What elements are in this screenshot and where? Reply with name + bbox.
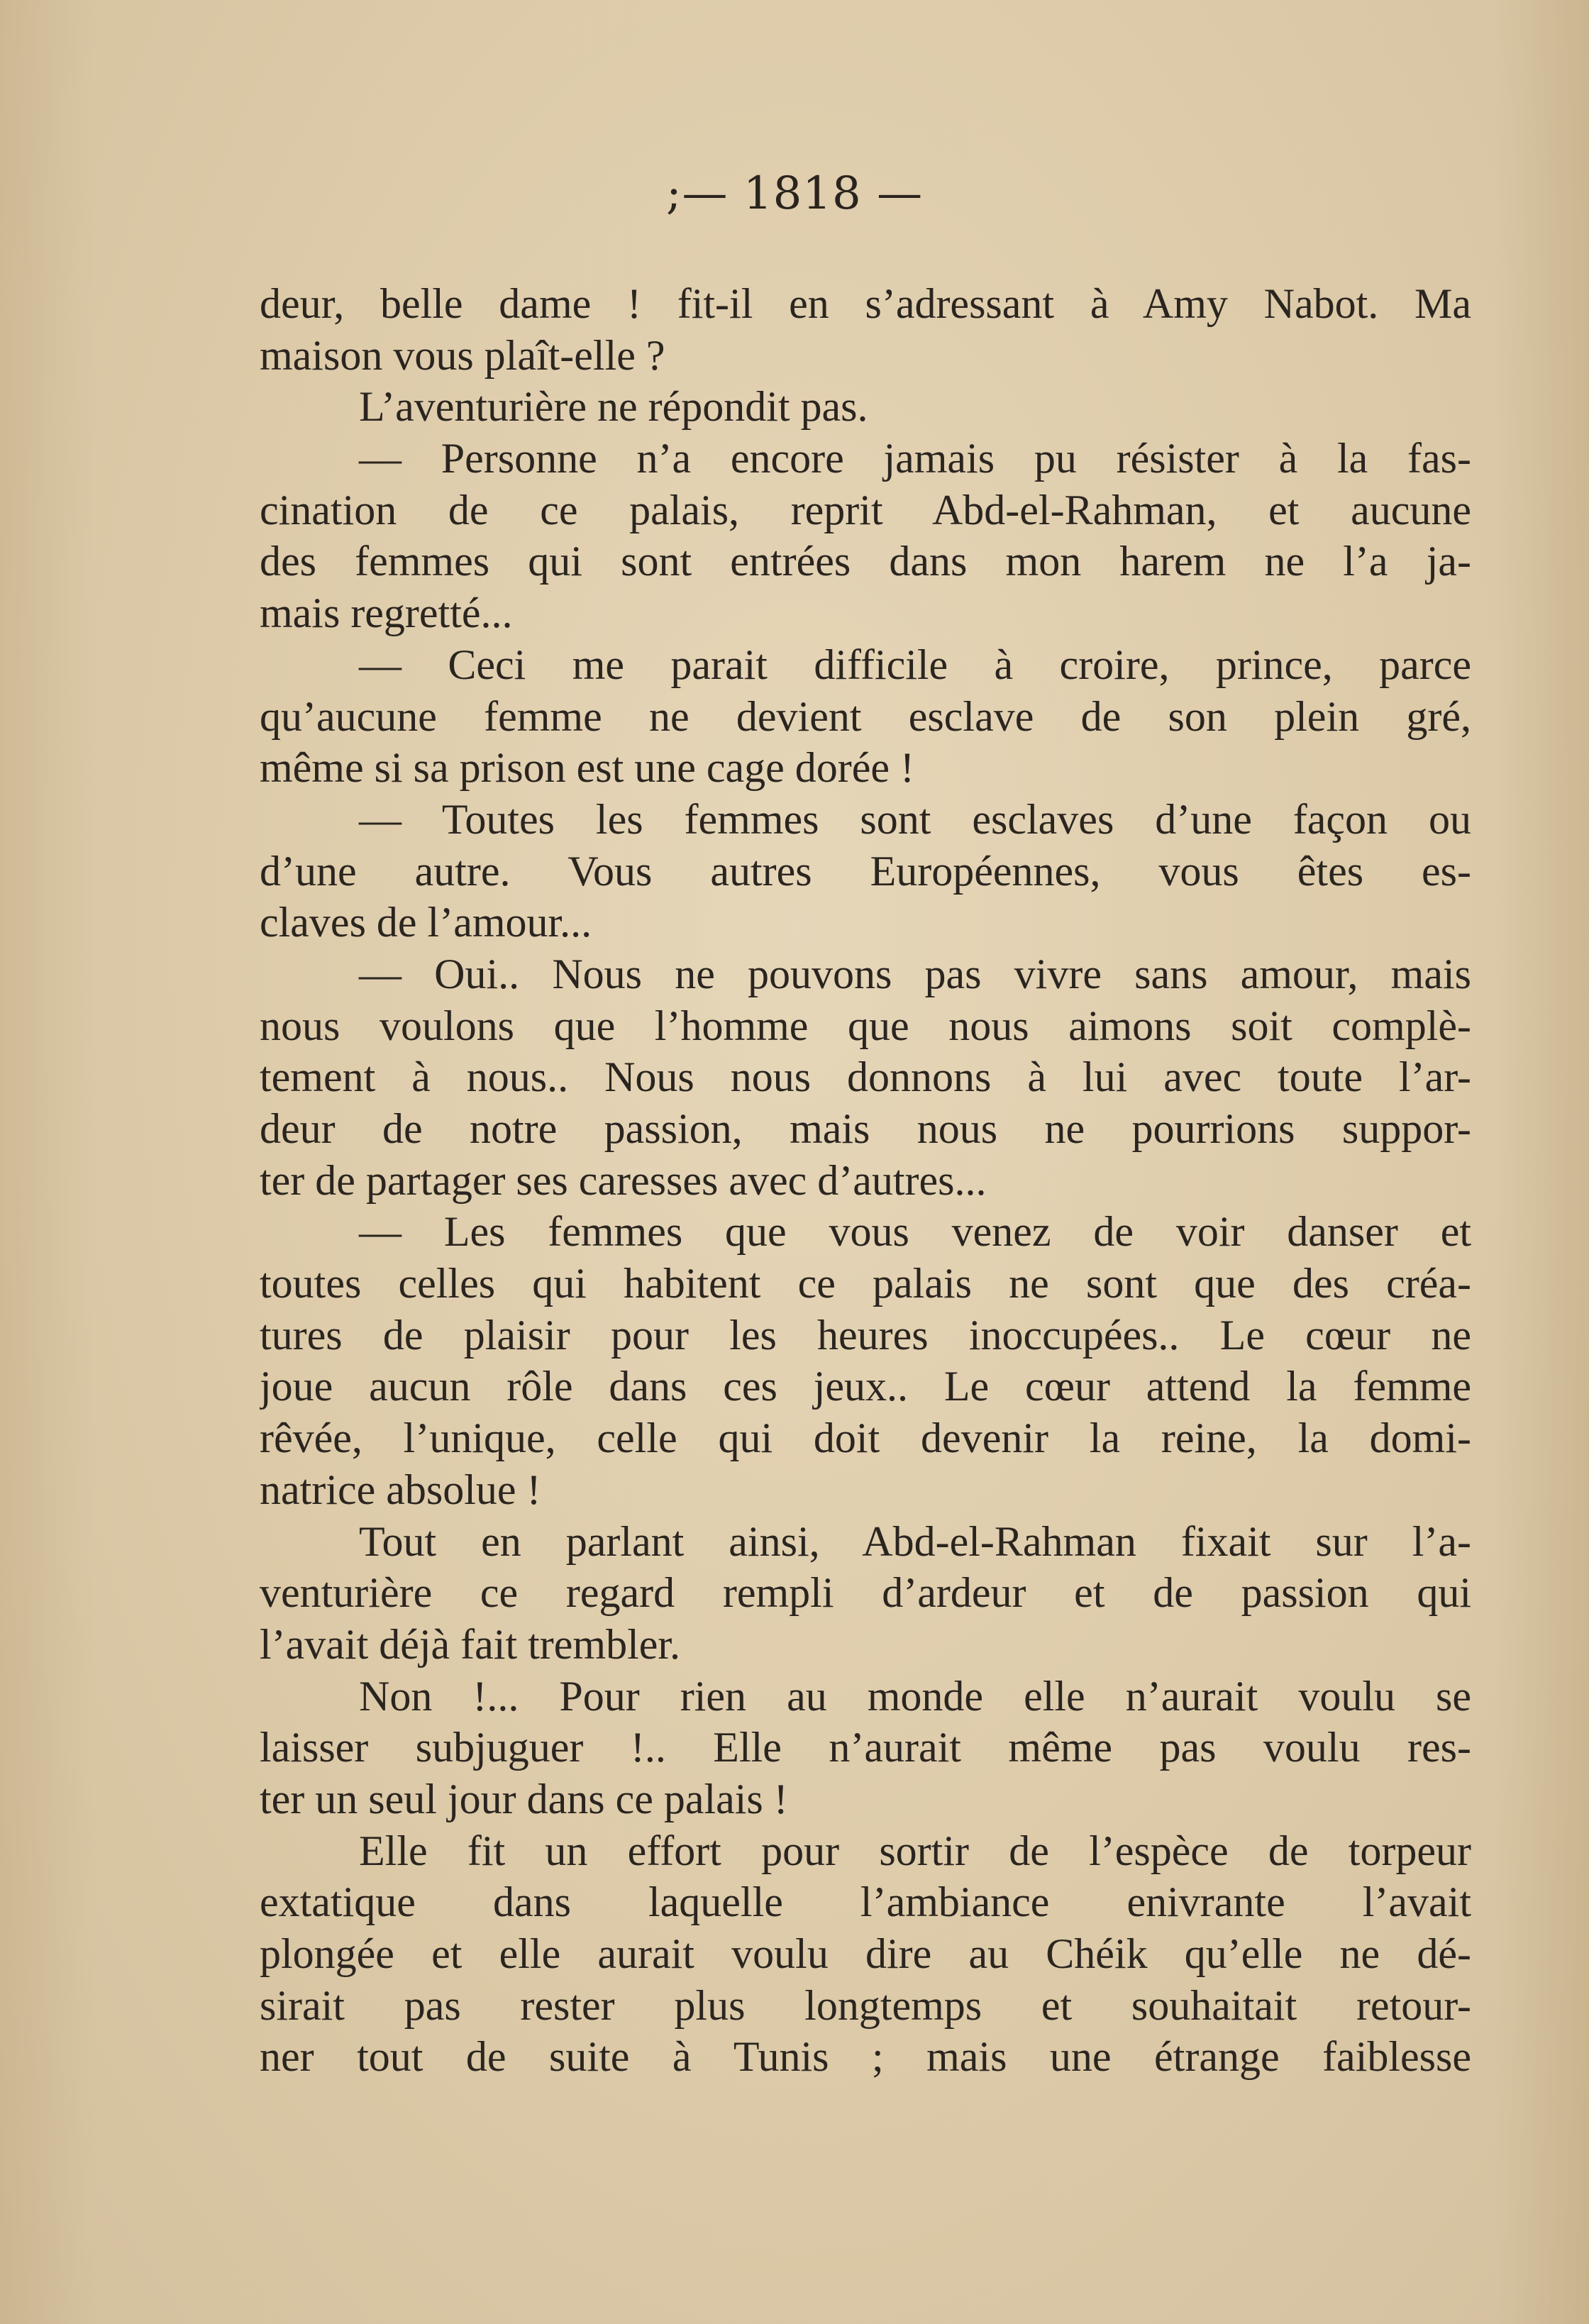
text-line: Non !... Pour rien au monde elle n’aurait voulu se — [359, 1672, 1471, 1720]
text-line: toutes celles qui habitent ce palais ne sont que des créa- — [260, 1260, 1471, 1307]
text-line: tures de plaisir pour les heures inoccupées.. Le cœur ne — [260, 1311, 1471, 1359]
text-line: ner tout de suite à Tunis ; mais une étrange faiblesse — [260, 2033, 1471, 2081]
text-line: Elle fit un effort pour sortir de l’espèce de torpeur — [359, 1827, 1471, 1874]
text-line: l’avait déjà fait trembler. — [260, 1620, 681, 1668]
text-line: maison vous plaît-elle ? — [260, 331, 665, 379]
text-line: — Ceci me parait difficile à croire, prince, parce — [359, 641, 1471, 688]
text-line: nous voulons que l’homme que nous aimons soit complè- — [260, 1002, 1471, 1049]
text-line: laisser subjuguer !.. Elle n’aurait même pas voulu res- — [260, 1724, 1471, 1771]
text-line: L’aventurière ne répondit pas. — [359, 383, 868, 431]
text-line: — Oui.. Nous ne pouvons pas vivre sans amour, mais — [359, 950, 1471, 997]
text-line: Tout en parlant ainsi, Abd-el-Rahman fixait sur l’a- — [359, 1517, 1471, 1565]
text-line: sirait pas rester plus longtemps et souhaitait retour- — [260, 1981, 1471, 2029]
text-line: qu’aucune femme ne devient esclave de son plein gré, — [260, 692, 1471, 740]
text-line: rêvée, l’unique, celle qui doit devenir la reine, la domi- — [260, 1415, 1471, 1462]
text-line: ter de partager ses caresses avec d’autres... — [260, 1156, 987, 1204]
text-line: ter un seul jour dans ce palais ! — [260, 1775, 788, 1822]
text-line: — Les femmes que vous venez de voir danser et — [359, 1208, 1471, 1256]
text-line: venturière ce regard rempli d’ardeur et de passion qui — [260, 1569, 1471, 1617]
body-text — [260, 278, 1471, 2083]
text-line: cination de ce palais, reprit Abd-el-Rahman, et aucune — [260, 486, 1471, 533]
text-line: d’une autre. Vous autres Européennes, vous êtes es- — [260, 847, 1471, 895]
text-line: — Toutes les femmes sont esclaves d’une façon ou — [359, 795, 1471, 843]
text-line: claves de l’amour... — [260, 899, 592, 946]
text-line: deur, belle dame ! fit-il en s’adressant à Amy Nabot. Ma — [260, 280, 1471, 327]
text-line: plongée et elle aurait voulu dire au Chéik qu’elle ne dé- — [260, 1930, 1471, 1977]
text-line: des femmes qui sont entrées dans mon harem ne l’a ja- — [260, 538, 1471, 585]
text-line: — Personne n’a encore jamais pu résister à la fas- — [359, 435, 1471, 482]
page-number: ;— 1818 — — [665, 167, 924, 220]
text-line: deur de notre passion, mais nous ne pourrions suppor- — [260, 1105, 1471, 1152]
text-line: mais regretté... — [260, 590, 513, 637]
text-line: extatique dans laquelle l’ambiance enivrante l’avait — [260, 1878, 1471, 1926]
text-line: natrice absolue ! — [260, 1466, 541, 1513]
text-line: joue aucun rôle dans ces jeux.. Le cœur attend la femme — [260, 1363, 1471, 1410]
text-line: tement à nous.. Nous nous donnons à lui avec toute l’ar- — [260, 1053, 1471, 1101]
text-line: même si sa prison est une cage dorée ! — [260, 744, 914, 792]
